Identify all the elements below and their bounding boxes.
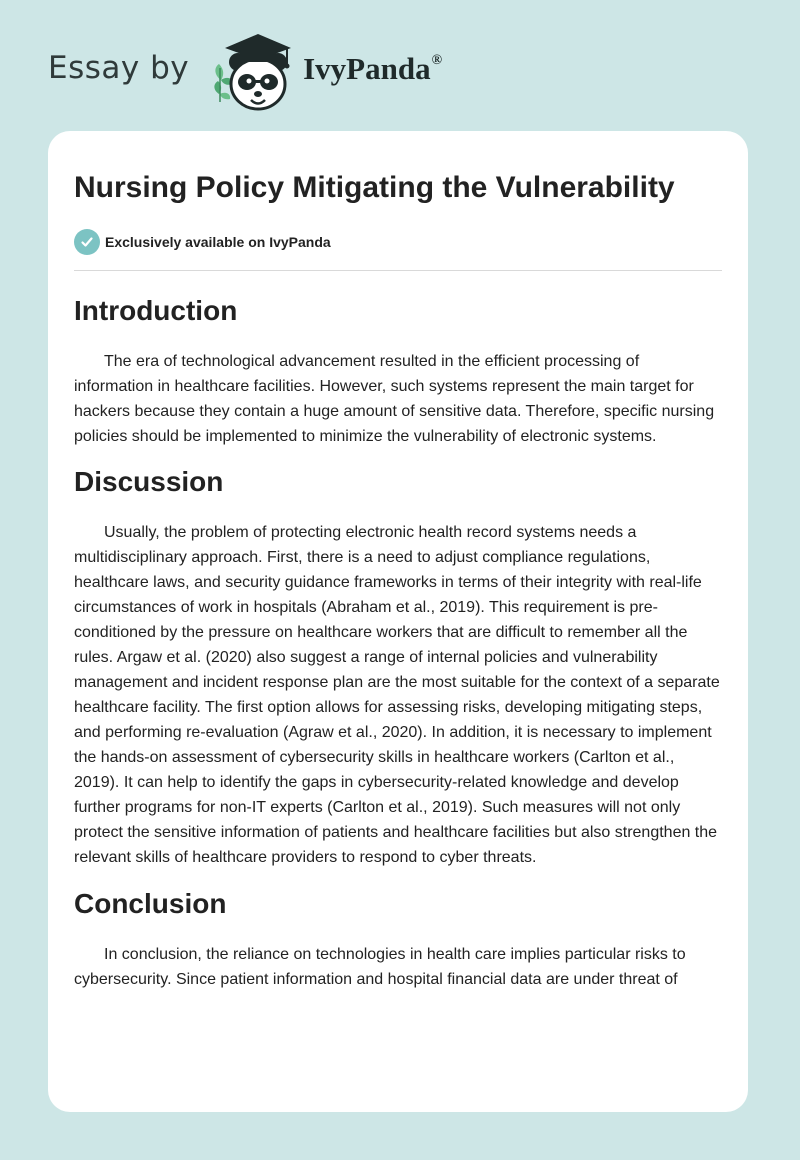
divider: [74, 270, 722, 271]
section-text-discussion: Usually, the problem of protecting electronic health record systems needs a multidisciplinary approach. First, there is a need to adjust compliance regulations, healthcare laws, and security guidance frameworks in terms of their integrity with real-life circumstances of work in hospitals (Abraham et al., 2019). This requirement is pre-conditioned by the pressure on healthcare workers that are difficult to remember all the rules. Argaw et al. (2020) also suggest a range of internal policies and vulnerability management and incident response plan are the most suitable for the context of a separate healthcare facility. The first option allows for assessing risks, developing mitigating steps, and performing re-evaluation (Agraw et al., 2020). In addition, it is necessary to implement the hands-on assessment of cybersecurity skills in healthcare workers (Carlton et al., 2019). It can help to identify the gaps in cybersecurity-related knowledge and develop further programs for non-IT experts (Carlton et al., 2019). Such measures will not only protect the sensitive information of patients and healthcare facilities but also strengthen the relevant skills of healthcare providers to respond to cyber threats.: [74, 524, 720, 866]
brand-name[interactable]: IvyPanda®: [303, 51, 443, 86]
essay-card: [48, 131, 748, 1112]
badge-label: Exclusively available on IvyPanda: [105, 234, 331, 250]
section-text-conclusion: In conclusion, the reliance on technologies in health care implies particular risks to cybersecurity. Since patient information and hospital financial data are under threat of: [74, 946, 686, 988]
section-heading-conclusion: Conclusion: [74, 888, 227, 919]
section-heading-introduction: Introduction: [74, 295, 238, 326]
site-header: [48, 28, 442, 114]
essay-title: Nursing Policy Mitigating the Vulnerability: [74, 171, 675, 204]
section-text-introduction: The era of technological advancement resulted in the efficient processing of information in healthcare facilities. However, such systems represent the main target for hackers because they contain a huge amount of sensitive data. Therefore, specific nursing policies should be implemented to minimize the vulnerability of electronic systems.: [74, 353, 715, 445]
panda-logo-icon[interactable]: [207, 28, 299, 114]
exclusive-badge: [74, 228, 722, 256]
section-heading-discussion: Discussion: [74, 466, 224, 497]
essay-by-label: Essay by: [48, 50, 190, 86]
registered-mark: ®: [431, 52, 443, 68]
check-circle-icon: [74, 229, 100, 255]
